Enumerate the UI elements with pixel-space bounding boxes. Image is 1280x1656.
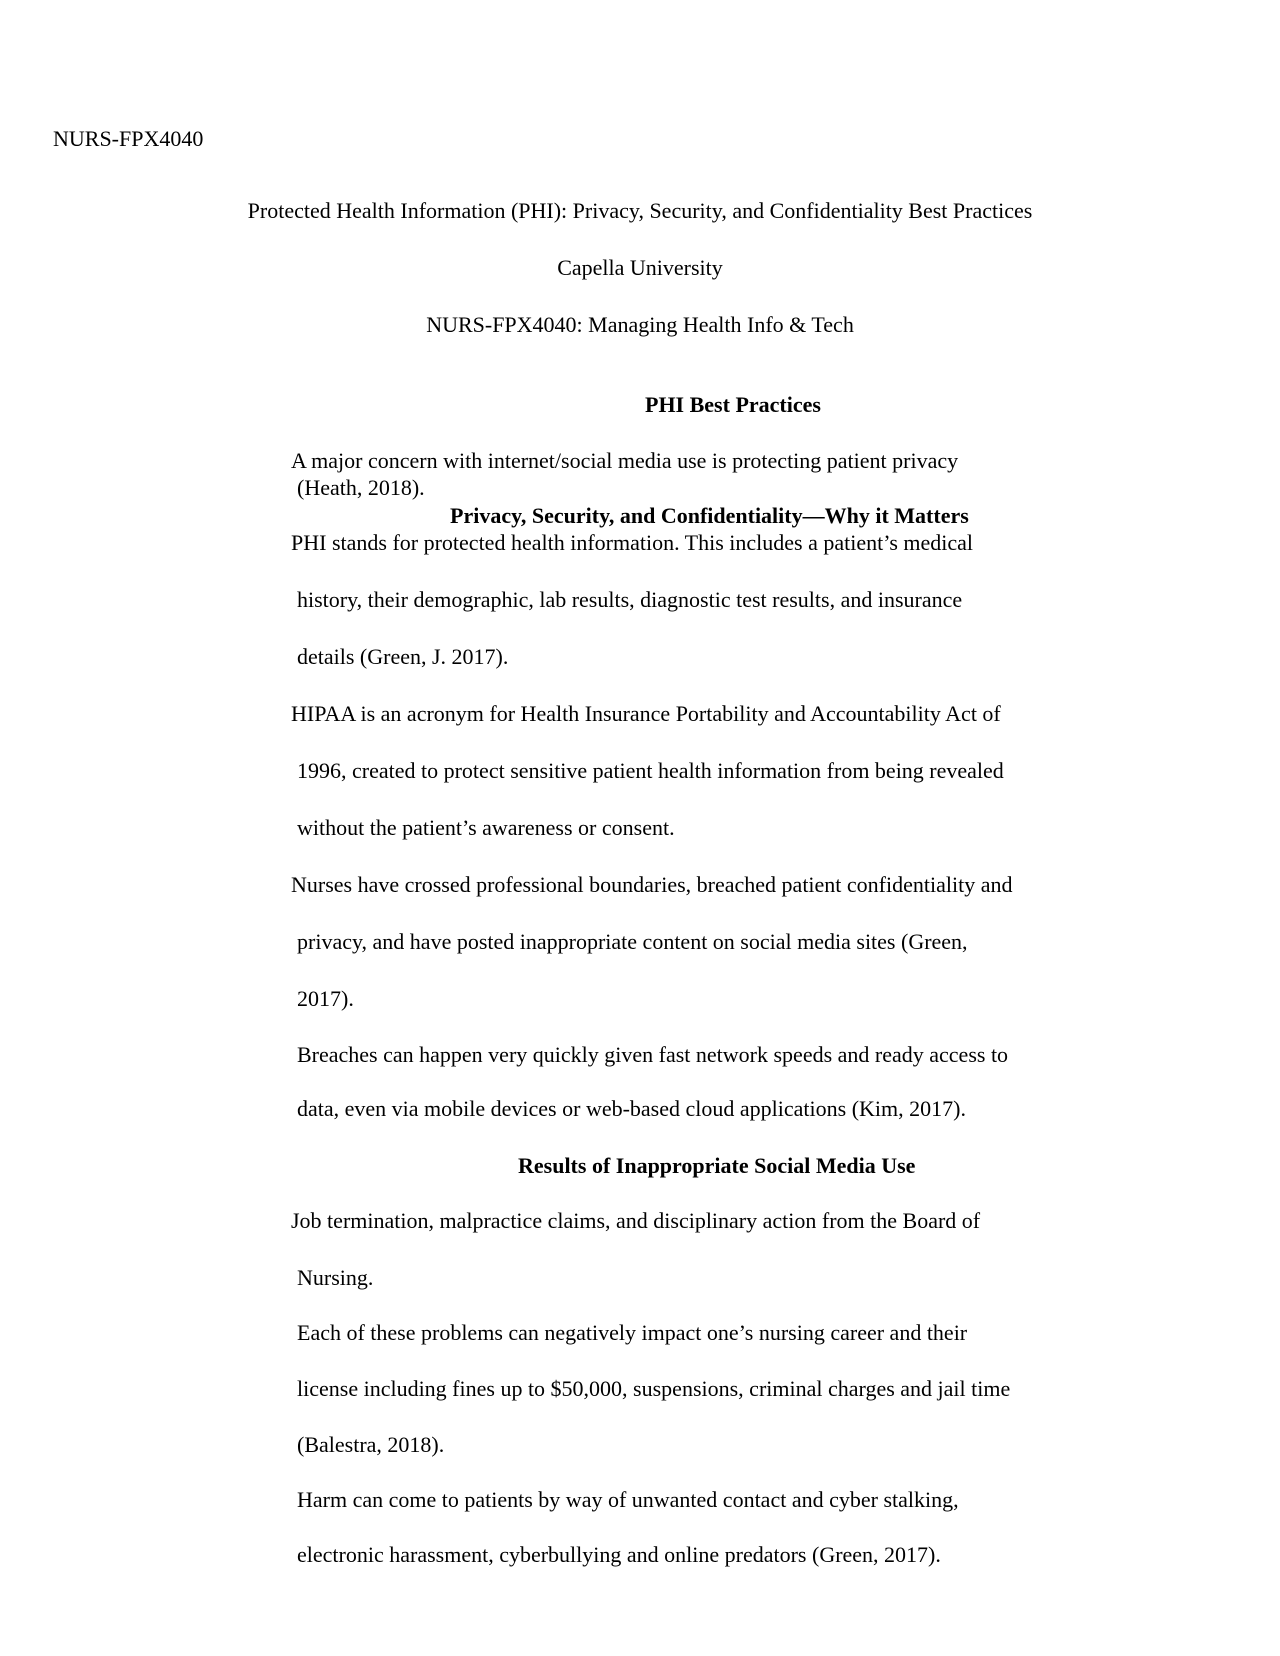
body-line: (Heath, 2018).: [297, 475, 425, 500]
section-heading-results: Results of Inappropriate Social Media Use: [518, 1153, 916, 1178]
institution: Capella University: [557, 255, 723, 280]
body-line: (Balestra, 2018).: [297, 1432, 445, 1457]
body-line: without the patient’s awareness or consent.: [297, 815, 675, 840]
course-title: NURS-FPX4040: Managing Health Info & Tech: [426, 312, 854, 337]
body-line: Job termination, malpractice claims, and disciplinary action from the Board of: [291, 1208, 981, 1233]
paper-title: Protected Health Information (PHI): Privacy, Security, and Confidentiality Best Practices: [247, 198, 1033, 223]
body-line: details (Green, J. 2017).: [297, 644, 509, 669]
body-line: Harm can come to patients by way of unwanted contact and cyber stalking,: [297, 1487, 959, 1512]
body-line: electronic harassment, cyberbullying and online predators (Green, 2017).: [297, 1542, 941, 1567]
running-head: NURS-FPX4040: [53, 126, 204, 151]
body-line: privacy, and have posted inappropriate content on social media sites (Green,: [297, 929, 968, 954]
body-line: HIPAA is an acronym for Health Insurance Portability and Accountability Act of: [291, 701, 1001, 726]
body-line: Nurses have crossed professional boundaries, breached patient confidentiality and: [291, 872, 1013, 897]
body-line: 2017).: [297, 986, 354, 1011]
body-line: 1996, created to protect sensitive patient health information from being revealed: [297, 758, 1004, 783]
body-line: history, their demographic, lab results, diagnostic test results, and insurance: [297, 587, 963, 612]
body-line: Nursing.: [297, 1265, 374, 1290]
body-line: Each of these problems can negatively impact one’s nursing career and their: [297, 1320, 968, 1345]
section-heading-phi-best-practices: PHI Best Practices: [645, 392, 821, 417]
section-heading-why-it-matters: Privacy, Security, and Confidentiality—Why it Matters: [450, 503, 969, 528]
body-line: Breaches can happen very quickly given fast network speeds and ready access to: [297, 1042, 1009, 1067]
body-line: PHI stands for protected health information. This includes a patient’s medical: [291, 530, 974, 555]
body-line: license including fines up to $50,000, suspensions, criminal charges and jail time: [297, 1376, 1011, 1401]
body-line: data, even via mobile devices or web-based cloud applications (Kim, 2017).: [297, 1096, 966, 1121]
body-line: A major concern with internet/social media use is protecting patient privacy: [291, 448, 959, 473]
